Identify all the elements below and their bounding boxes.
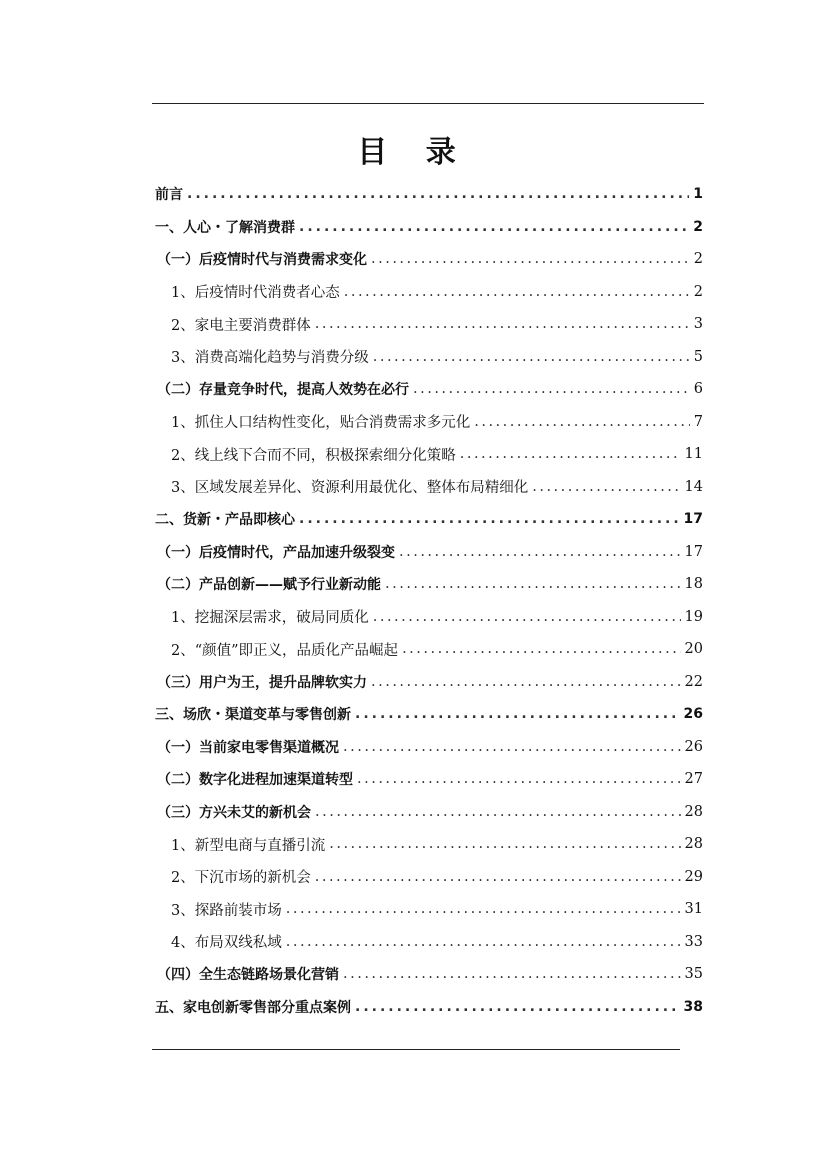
toc-entry-page-number: 28 bbox=[684, 803, 703, 820]
table-of-contents bbox=[155, 178, 703, 1023]
toc-entry[interactable] bbox=[155, 178, 703, 211]
toc-entry[interactable] bbox=[155, 568, 703, 601]
toc-entry[interactable] bbox=[155, 503, 703, 536]
toc-entry-page-number: 7 bbox=[693, 413, 703, 430]
toc-entry-page-number: 2 bbox=[693, 218, 703, 235]
toc-dot-leader bbox=[355, 706, 680, 722]
toc-entry-page-number: 38 bbox=[683, 998, 703, 1015]
toc-entry[interactable] bbox=[155, 373, 703, 406]
toc-entry-page-number: 18 bbox=[684, 576, 703, 593]
toc-entry-label: （三）方兴未艾的新机会 bbox=[157, 804, 311, 821]
toc-entry-page-number: 29 bbox=[684, 868, 703, 885]
toc-dot-leader bbox=[343, 739, 681, 755]
toc-entry-label: （一）当前家电零售渠道概况 bbox=[157, 739, 339, 756]
toc-entry-page-number: 3 bbox=[693, 316, 703, 333]
toc-entry[interactable] bbox=[155, 633, 703, 666]
toc-entry[interactable] bbox=[155, 893, 703, 926]
toc-entry[interactable] bbox=[155, 406, 703, 439]
toc-entry[interactable] bbox=[155, 828, 703, 861]
toc-entry[interactable] bbox=[155, 698, 703, 731]
toc-entry[interactable] bbox=[155, 471, 703, 504]
toc-entry-page-number: 14 bbox=[684, 478, 703, 495]
toc-entry-page-number: 17 bbox=[684, 543, 703, 560]
toc-entry-page-number: 19 bbox=[684, 608, 703, 625]
toc-dot-leader bbox=[329, 836, 680, 852]
toc-entry[interactable] bbox=[155, 958, 703, 991]
toc-entry-page-number: 22 bbox=[684, 673, 703, 690]
toc-entry-label: （一）后疫情时代与消费需求变化 bbox=[157, 252, 367, 269]
toc-dot-leader bbox=[355, 999, 680, 1015]
toc-entry[interactable] bbox=[155, 211, 703, 244]
toc-entry[interactable] bbox=[155, 243, 703, 276]
toc-dot-leader bbox=[286, 901, 681, 917]
toc-entry[interactable] bbox=[155, 861, 703, 894]
toc-dot-leader bbox=[187, 186, 689, 202]
toc-dot-leader bbox=[315, 316, 690, 332]
toc-entry[interactable] bbox=[155, 666, 703, 699]
toc-dot-leader bbox=[315, 804, 681, 820]
toc-entry-page-number: 6 bbox=[693, 381, 703, 398]
toc-dot-leader bbox=[385, 576, 681, 592]
toc-dot-leader bbox=[343, 966, 681, 982]
toc-entry[interactable] bbox=[155, 796, 703, 829]
toc-dot-leader bbox=[399, 544, 681, 560]
toc-dot-leader bbox=[315, 869, 681, 885]
toc-entry-label: 三、场欣・渠道变革与零售创新 bbox=[155, 707, 351, 724]
toc-entry-label: 1、新型电商与直播引流 bbox=[171, 837, 326, 854]
toc-dot-leader bbox=[413, 381, 690, 397]
toc-entry-label: 1、抓住人口结构性变化，贴合消费需求多元化 bbox=[171, 415, 471, 432]
toc-entry[interactable] bbox=[155, 601, 703, 634]
toc-entry[interactable] bbox=[155, 763, 703, 796]
toc-entry[interactable] bbox=[155, 991, 703, 1024]
toc-entry[interactable] bbox=[155, 341, 703, 374]
toc-dot-leader bbox=[532, 479, 680, 495]
toc-entry[interactable] bbox=[155, 536, 703, 569]
toc-entry-page-number: 28 bbox=[684, 836, 703, 853]
toc-entry-label: 3、消费高端化趋势与消费分级 bbox=[171, 350, 369, 367]
toc-entry[interactable] bbox=[155, 276, 703, 309]
toc-entry[interactable] bbox=[155, 731, 703, 764]
toc-dot-leader bbox=[474, 414, 690, 430]
toc-dot-leader bbox=[460, 446, 681, 462]
toc-entry-page-number: 20 bbox=[684, 641, 703, 658]
toc-dot-leader bbox=[299, 219, 689, 235]
toc-entry-page-number: 1 bbox=[693, 186, 703, 203]
toc-dot-leader bbox=[286, 934, 681, 950]
toc-entry-page-number: 33 bbox=[684, 933, 703, 950]
page-title: 目 录 bbox=[357, 135, 470, 170]
toc-entry-label: 1、挖掘深层需求，破局同质化 bbox=[171, 610, 369, 627]
toc-entry-label: 前言 bbox=[155, 187, 183, 204]
toc-entry-label: （二）存量竞争时代，提高人效势在必行 bbox=[157, 382, 409, 399]
toc-entry-page-number: 26 bbox=[684, 738, 703, 755]
toc-entry-label: （四）全生态链路场景化营销 bbox=[157, 967, 339, 984]
toc-entry-page-number: 2 bbox=[693, 283, 703, 300]
toc-dot-leader bbox=[373, 349, 690, 365]
toc-entry-label: 2、下沉市场的新机会 bbox=[171, 870, 311, 887]
toc-entry-page-number: 5 bbox=[693, 348, 703, 365]
toc-entry-label: （二）产品创新——赋予行业新动能 bbox=[157, 577, 381, 594]
toc-entry-label: 1、后疫情时代消费者心态 bbox=[171, 285, 340, 302]
footer-rule bbox=[152, 1049, 680, 1050]
toc-dot-leader bbox=[357, 771, 681, 787]
toc-entry-page-number: 17 bbox=[683, 511, 703, 528]
toc-dot-leader bbox=[402, 641, 680, 657]
toc-entry-label: 五、家电创新零售部分重点案例 bbox=[155, 999, 351, 1016]
toc-entry-page-number: 35 bbox=[684, 966, 703, 983]
toc-entry[interactable] bbox=[155, 438, 703, 471]
toc-entry-page-number: 2 bbox=[693, 251, 703, 268]
toc-dot-leader bbox=[373, 609, 681, 625]
toc-entry[interactable] bbox=[155, 308, 703, 341]
toc-entry-label: 2、“颜值”即正义，品质化产品崛起 bbox=[171, 642, 399, 659]
toc-entry-label: 二、货新・产品即核心 bbox=[155, 512, 295, 529]
toc-entry-label: （三）用户为王，提升品牌软实力 bbox=[157, 674, 367, 691]
header-rule bbox=[152, 103, 704, 104]
toc-dot-leader bbox=[299, 511, 680, 527]
toc-entry-page-number: 27 bbox=[684, 771, 703, 788]
toc-entry-page-number: 31 bbox=[684, 901, 703, 918]
toc-entry-label: 2、家电主要消费群体 bbox=[171, 317, 311, 334]
toc-entry-label: 4、布局双线私域 bbox=[171, 935, 282, 952]
toc-entry-label: 3、探路前装市场 bbox=[171, 902, 282, 919]
toc-entry-label: （二）数字化进程加速渠道转型 bbox=[157, 772, 353, 789]
toc-entry-label: 3、区域发展差异化、资源利用最优化、整体布局精细化 bbox=[171, 480, 529, 497]
toc-entry[interactable] bbox=[155, 926, 703, 959]
toc-dot-leader bbox=[344, 284, 690, 300]
toc-entry-page-number: 11 bbox=[684, 446, 703, 463]
toc-entry-label: 2、线上线下合而不同，积极探索细分化策略 bbox=[171, 447, 456, 464]
toc-dot-leader bbox=[371, 674, 681, 690]
toc-entry-page-number: 26 bbox=[683, 706, 703, 723]
toc-entry-label: （一）后疫情时代，产品加速升级裂变 bbox=[157, 544, 395, 561]
toc-entry-label: 一、人心・了解消费群 bbox=[155, 219, 295, 236]
toc-dot-leader bbox=[371, 251, 690, 267]
